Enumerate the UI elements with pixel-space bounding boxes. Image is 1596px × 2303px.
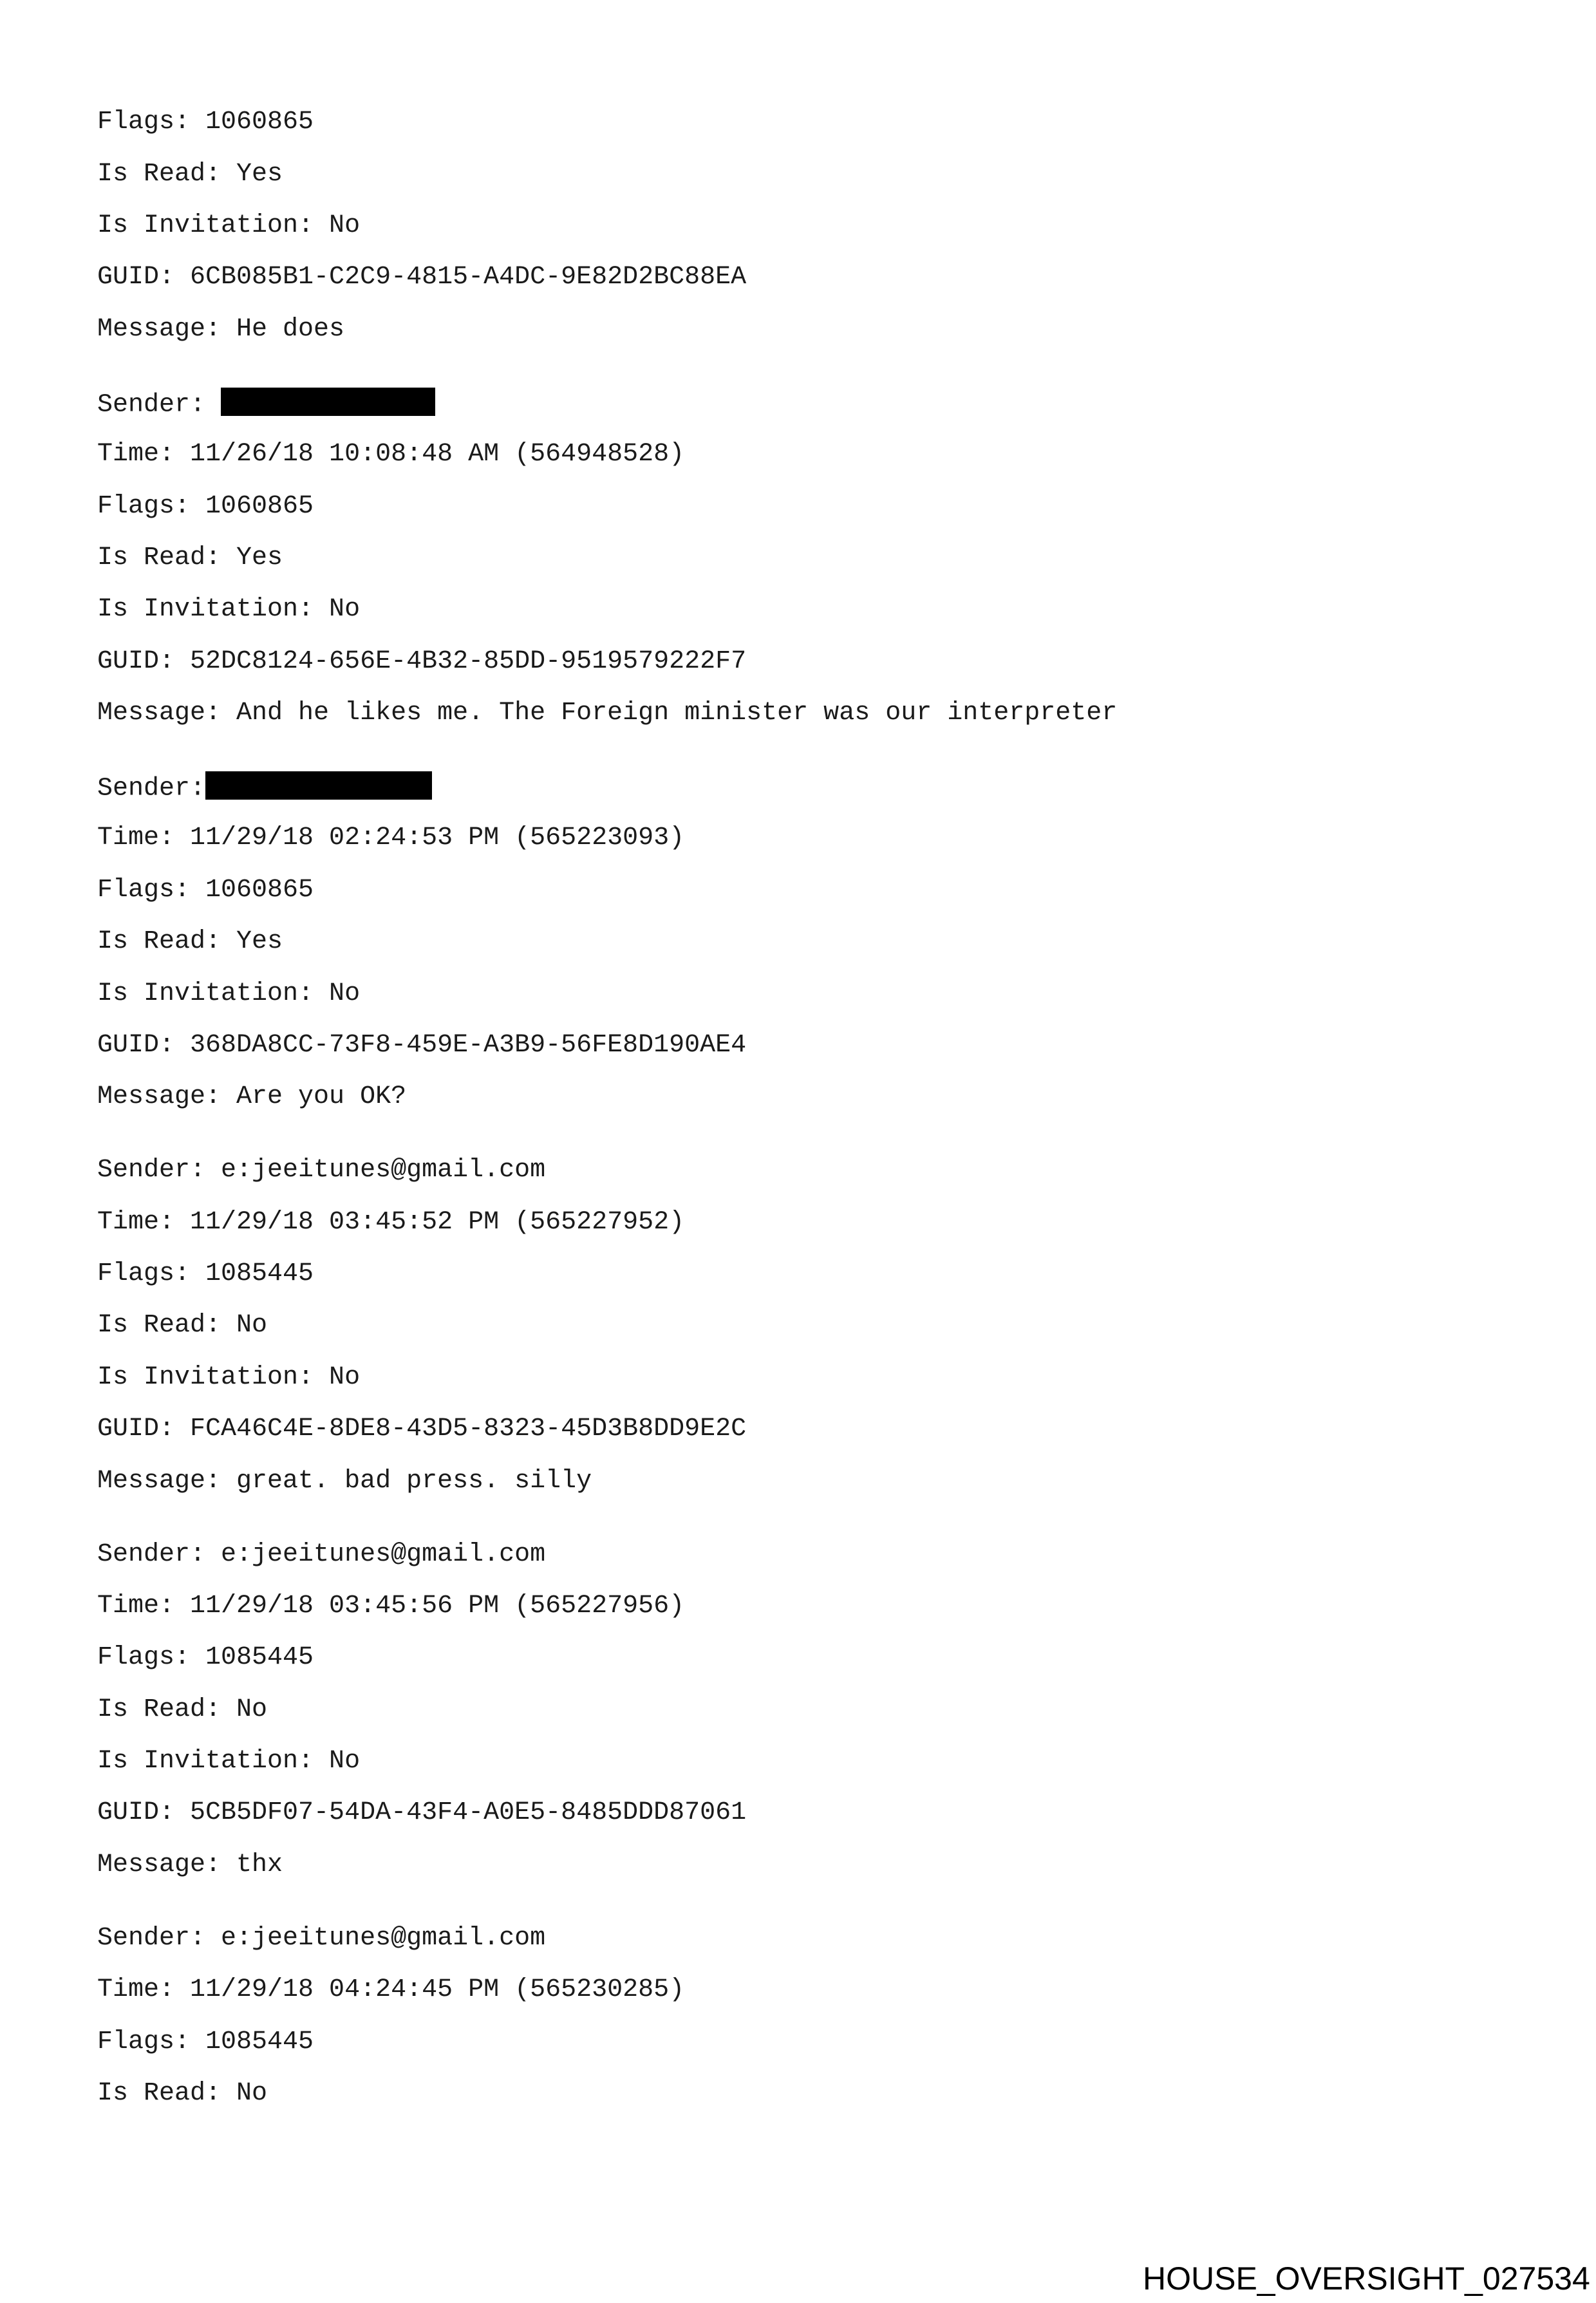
guid-line: GUID: 6CB085B1-C2C9-4815-A4DC-9E82D2BC88EA [97,263,747,292]
is-read-line: Is Read: No [97,2079,268,2108]
sender-label: Sender: [97,774,206,804]
time-line: Time: 11/26/18 10:08:48 AM (564948528) [97,440,685,469]
is-read-line: Is Read: Yes [97,160,283,189]
guid-line: GUID: 52DC8124-656E-4B32-85DD-9519579222F7 [97,647,747,676]
is-invitation-line: Is Invitation: No [97,595,361,624]
time-line: Time: 11/29/18 03:45:56 PM (565227956) [97,1592,685,1621]
sender-line [97,390,435,418]
flags-line: Flags: 1085445 [97,1643,314,1672]
is-read-line: Is Read: No [97,1695,268,1724]
redaction-box [205,771,432,800]
redaction-box [221,388,435,416]
message-line: Message: thx [97,1850,283,1879]
time-line: Time: 11/29/18 04:24:45 PM (565230285) [97,1975,685,2004]
guid-line: GUID: 368DA8CC-73F8-459E-A3B9-56FE8D190AE4 [97,1031,747,1060]
sender-line: Sender: e:jeeitunes@gmail.com [97,1540,546,1569]
time-line: Time: 11/29/18 03:45:52 PM (565227952) [97,1208,685,1237]
guid-line: GUID: 5CB5DF07-54DA-43F4-A0E5-8485DDD87061 [97,1798,747,1827]
message-line: Message: great. bad press. silly [97,1467,592,1496]
is-read-line: Is Read: Yes [97,543,283,572]
sender-line [97,774,432,802]
flags-line: Flags: 1085445 [97,1259,314,1288]
is-read-line: Is Read: No [97,1311,268,1340]
is-read-line: Is Read: Yes [97,927,283,956]
message-line: Message: He does [97,315,345,344]
is-invitation-line: Is Invitation: No [97,211,361,240]
flags-line: Flags: 1060865 [97,876,314,905]
sender-label: Sender: [97,390,221,420]
sender-line: Sender: e:jeeitunes@gmail.com [97,1924,546,1953]
message-line: Message: Are you OK? [97,1082,407,1111]
flags-line: Flags: 1060865 [97,108,314,136]
sender-line: Sender: e:jeeitunes@gmail.com [97,1156,546,1185]
flags-line: Flags: 1085445 [97,2027,314,2056]
is-invitation-line: Is Invitation: No [97,1363,361,1392]
flags-line: Flags: 1060865 [97,492,314,521]
bates-number: HOUSE_OVERSIGHT_027534 [1143,2261,1590,2297]
time-line: Time: 11/29/18 02:24:53 PM (565223093) [97,823,685,852]
message-line: Message: And he likes me. The Foreign minister was our interpreter [97,699,1118,728]
is-invitation-line: Is Invitation: No [97,979,361,1008]
is-invitation-line: Is Invitation: No [97,1747,361,1776]
guid-line: GUID: FCA46C4E-8DE8-43D5-8323-45D3B8DD9E2C [97,1415,747,1443]
